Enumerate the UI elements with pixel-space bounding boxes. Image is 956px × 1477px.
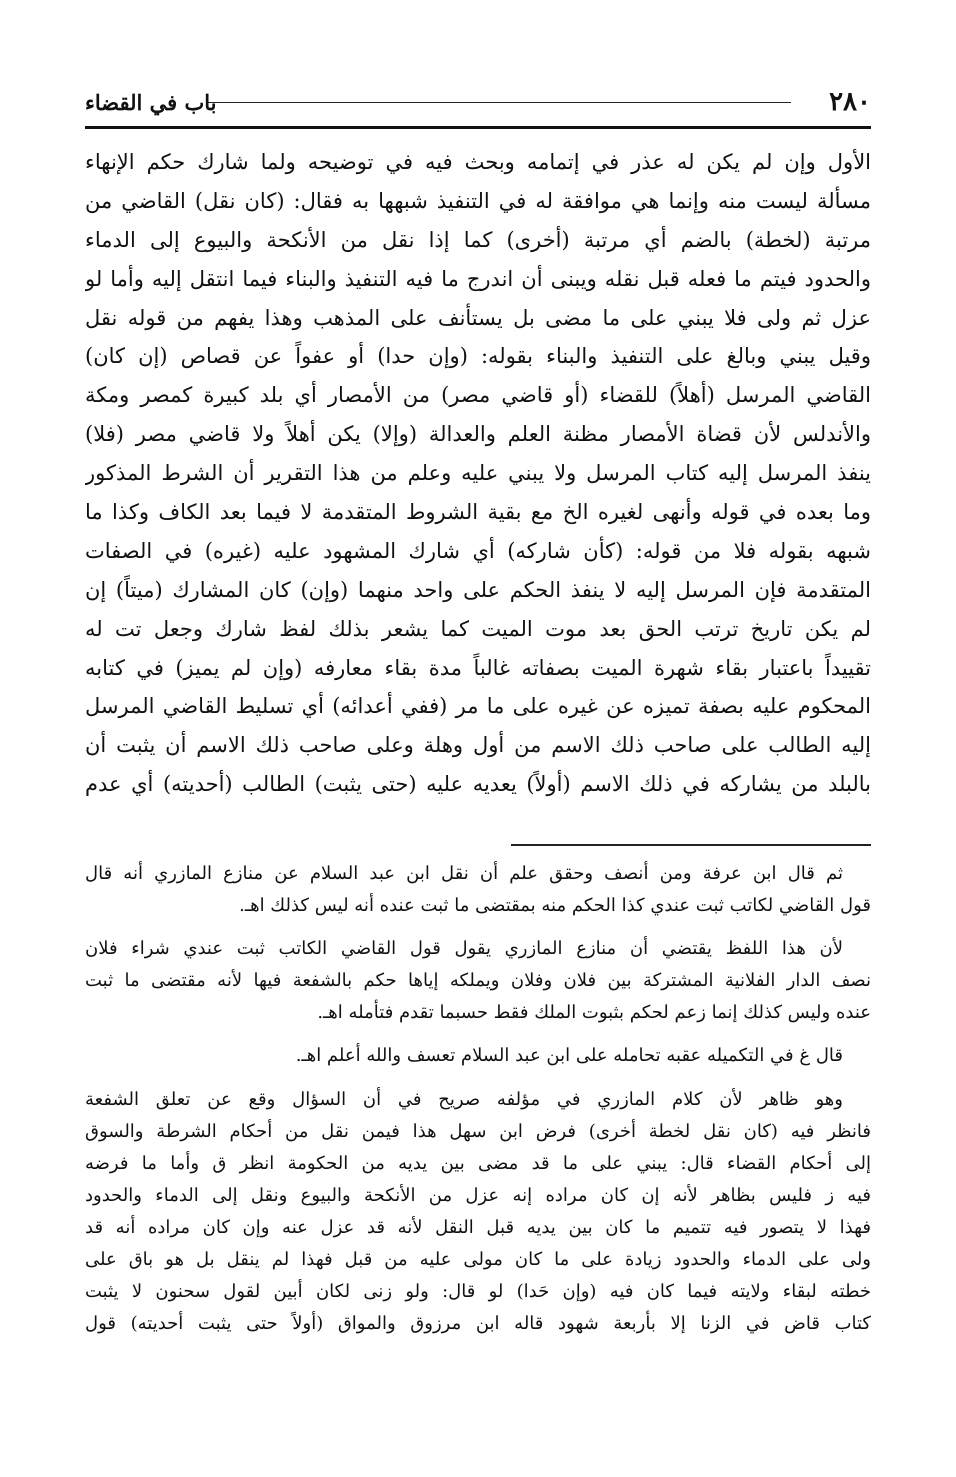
- body-line: والأندلس لأن قضاة الأمصار مظنة العلم والعدالة (وإلا) يكن أهلاً ولا قاضي مصر (فلا): [85, 422, 871, 447]
- body-line: إليه الطالب على صاحب ذلك الاسم من أول وهلة وعلى صاحب ذلك الاسم أن يثبت أن: [85, 733, 871, 758]
- body-line: وما بعده في قوله وأنهى لغيره الخ مع بقية الشروط المتقدمة لا فيما بعد الكاف وكذا ما: [85, 500, 871, 525]
- header-rule: [85, 126, 871, 129]
- body-line: عزل ثم ولى فلا يبني على ما مضى بل يستأنف على المذهب وهذا يفهم من قوله نقل: [85, 305, 871, 330]
- body-line: وقيل يبني وبالغ على التنفيذ والبناء بقوله: (وإن حدا) أو عفواً عن قصاص (إن كان): [85, 344, 871, 369]
- footnote-paragraph: [85, 858, 871, 922]
- body-line: مرتبة (لخطة) بالضم أي مرتبة (أخرى) كما إذا نقل من الأنكحة والبيوع إلى الدماء: [85, 227, 871, 252]
- page-number: ٢٨٠: [829, 87, 871, 117]
- section-title: باب في القضاء: [85, 90, 217, 115]
- footnote-line: كتاب قاض في الزنا إلا بأربعة شهود قاله ابن مرزوق والمواق (أولاً حتى يثبت أحديته) قول: [85, 1313, 871, 1335]
- footnotes-section: [85, 858, 871, 1418]
- footnote-line: خطته لبقاء ولايته فيما كان فيه (وإن حَدا) لو قال: ولو زنى لكان أبين لقول سحنون لا يثبت: [85, 1281, 871, 1303]
- footnote-line: ولى على الدماء والحدود زيادة على ما كان مولى عليه من قبل فهذا لم ينقل بل هو باق على: [85, 1249, 871, 1271]
- footnote-line: عنده وليس كذلك إنما زعم لحكم بثبوت الملك فقط حسبما تقدم فتأمله اهـ.: [317, 1002, 871, 1024]
- footnote-line: وهو ظاهر لأن كلام المازري في مؤلفه صريح في أن السؤال وقع عن تعلق الشفعة: [85, 1088, 843, 1110]
- footnote-line: قول القاضي لكاتب ثبت عندي كذا الحكم منه بمقتضى ما ثبت عنده أنه ليس كذلك اهـ.: [239, 895, 871, 917]
- footnote-line: لأن هذا اللفظ يقتضي أن منازع المازري يقول قول القاضي الكاتب ثبت عندي شراء فلان: [85, 938, 843, 960]
- page-header: [85, 86, 871, 122]
- body-line: ينفذ المرسل إليه كتاب المرسل ولا يبني عليه وعلم من هذا التقرير أن الشرط المذكور: [85, 461, 871, 486]
- footnote-paragraph: [85, 1040, 871, 1072]
- footnote-paragraph: [85, 933, 871, 1029]
- body-line: المحكوم عليه بصفة تميزه عن غيره على ما مر (ففي أعدائه) أي تسليط القاضي المرسل: [85, 694, 871, 719]
- body-line: تقييداً باعتبار بقاء شهرة الميت بصفاته غالباً مدة بقاء معارفه (وإن لم يميز) في كتابه: [85, 655, 871, 680]
- footnote-line: إلى أحكام القضاء قال: يبني على ما قد مضى بين يديه من الحكومة انظر ق وأما ما فرضه: [85, 1152, 871, 1174]
- body-line: شبهه بقوله فلا من قوله: (كأن شاركه) أي شارك المشهود عليه (غيره) في الصفات: [85, 538, 871, 563]
- main-body-text: [85, 143, 871, 843]
- body-line: المتقدمة فإن المرسل إليه لا ينفذ الحكم على واحد منهما (وإن) كان المشارك (ميتاً) إن: [85, 577, 871, 602]
- footnote-line: نصف الدار الفلانية المشتركة بين فلان وفلان ويملكه إياها حكم بالشفعة فيها لأنه مقتضى ما ثبت: [85, 970, 871, 992]
- footnote-line: قال غ في التكميله عقبه تحامله على ابن عبد السلام تعسف والله أعلم اهـ.: [295, 1045, 843, 1067]
- footnote-line: فيه ز فليس بظاهر لأنه إن كان مراده إنه عزل من الأنكحة والبيوع ونقل إلى الدماء والحدود: [85, 1184, 871, 1206]
- footnote-line: فهذا لا يتصور فيه تتميم ما كان بين يديه قبل النقل لأنه قد عزل عنه وإن كان مراده أنه قد: [85, 1216, 871, 1238]
- body-line: الأول وإن لم يكن له عذر في إتمامه وبحث فيه في توضيحه ولما شارك حكم الإنهاء: [85, 150, 871, 174]
- body-line: والحدود فيتم ما فعله قبل نقله ويبنى أن اندرج ما فيه التنفيذ والبناء فيما انتقل إليه وأما لو: [85, 266, 871, 291]
- body-line: القاضي المرسل (أهلاً) للقضاء (أو قاضي مصر) من الأمصار أي بلد كبيرة كمصر ومكة: [85, 383, 871, 408]
- body-line: بالبلد من يشاركه في ذلك الاسم (أولاً) يعديه عليه (حتى يثبت) الطالب (أحديته) أي عدم: [85, 772, 871, 797]
- footnote-paragraph: [85, 1084, 871, 1341]
- footnote-line: ثم قال ابن عرفة ومن أنصف وحقق علم أن نقل ابن عبد السلام عن منازع المازري أنه قال: [85, 863, 843, 884]
- footnote-separator: [511, 844, 871, 846]
- footnote-line: فانظر فيه (كان نقل لخطة أخرى) فرض ابن سهل هذا فيمن نقل من أحكام الشرطة والسوق: [85, 1120, 871, 1142]
- body-line: لم يكن تاريخ ترتب الحق بعد موت الميت كما يشعر بذلك لفظ شارك وجعل تت له: [85, 616, 871, 641]
- body-line: مسألة ليست منه وإنما هي موافقة له في التنفيذ شبهها به فقال: (كان نقل) القاضي من: [85, 188, 871, 213]
- header-divider-line: [207, 102, 791, 103]
